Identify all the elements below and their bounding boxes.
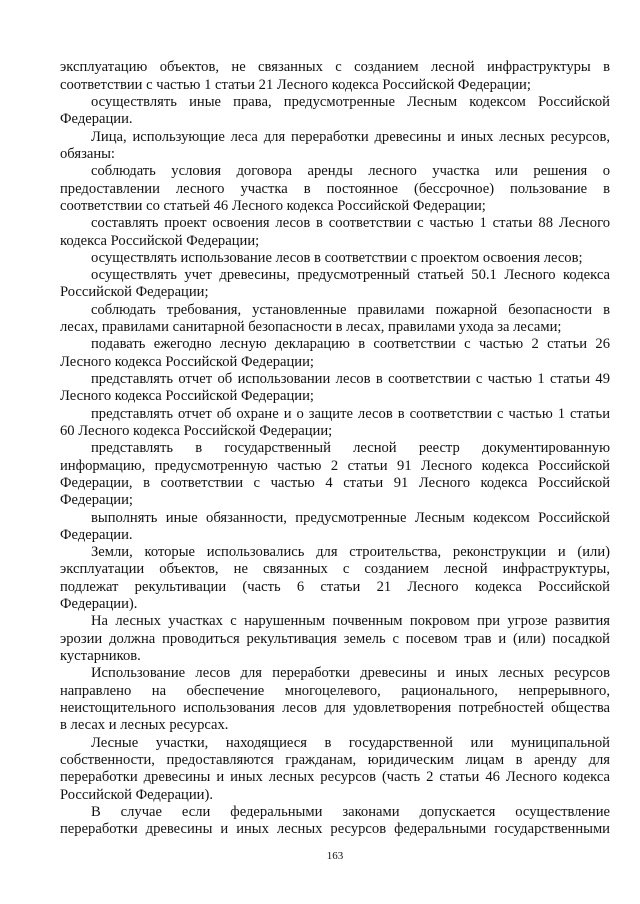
paragraph <box>60 215 610 250</box>
text-line: Лица, использующие леса для переработки древесины и иных лесных ресурсов, <box>91 128 610 145</box>
paragraph <box>60 440 610 509</box>
text-line: соблюдать требования, установленные правилами пожарной безопасности в <box>91 301 610 318</box>
paragraph <box>60 267 610 302</box>
text-line: выполнять иные обязанности, предусмотренные Лесным кодексом Российской <box>91 509 610 526</box>
text-line: Федерации, в соответствии с частью 4 статьи 91 Лесного кодекса Российской <box>60 474 610 491</box>
paragraph <box>60 665 610 734</box>
text-line: подавать ежегодно лесную декларацию в соответствии с частью 2 статьи 26 <box>91 336 610 353</box>
text-line: Использование лесов для переработки древесины и иных лесных ресурсов <box>91 665 610 682</box>
text-line: Федерации. <box>60 111 133 128</box>
text-line: Российской Федерации; <box>60 284 209 301</box>
paragraph <box>60 302 610 337</box>
text-line: Федерации; <box>60 492 133 509</box>
paragraph <box>60 336 610 371</box>
paragraph <box>60 250 610 267</box>
text-line: эрозии должна проводиться рекультивация земель с посевом трав и (или) посадкой <box>60 630 610 647</box>
text-line: эксплуатацию объектов, не связанных с созданием лесной инфраструктуры в <box>60 59 610 76</box>
text-line: переработки древесины и иных лесных ресурсов (часть 2 статьи 46 Лесного кодекса <box>60 769 610 786</box>
paragraph <box>60 406 610 441</box>
paragraph <box>60 163 610 215</box>
text-line: обязаны: <box>60 145 115 162</box>
paragraph <box>60 129 610 164</box>
text-line: информацию, предусмотренную частью 2 статьи 91 Лесного кодекса Российской <box>60 457 610 474</box>
text-line: Земли, которые использовались для строительства, реконструкции и (или) <box>91 544 610 561</box>
text-line: лесах, правилами санитарной безопасности в лесах, правилами ухода за лесами; <box>60 319 562 336</box>
paragraph <box>60 94 610 129</box>
text-line: представлять отчет об использовании лесов в соответствии с частью 1 статьи 49 <box>91 371 610 388</box>
text-line: На лесных участках с нарушенным почвенным покровом при угрозе развития <box>91 613 610 630</box>
text-line: Лесные участки, находящиеся в государственной или муниципальной <box>91 734 610 751</box>
text-line: осуществлять учет древесины, предусмотренный статьей 50.1 Лесного кодекса <box>91 267 610 284</box>
text-line: Российской Федерации). <box>60 786 213 803</box>
paragraph <box>60 59 610 94</box>
text-line: составлять проект освоения лесов в соответствии с частью 1 статьи 88 Лесного <box>91 215 610 232</box>
paragraph <box>60 804 610 839</box>
text-line: соблюдать условия договора аренды лесного участка или решения о <box>91 163 610 180</box>
text-line: неистощительного использования лесов для удовлетворения потребностей общества <box>60 699 610 716</box>
text-line: соответствии со статьей 46 Лесного кодекса Российской Федерации; <box>60 197 486 214</box>
paragraph <box>60 371 610 406</box>
page-number: 163 <box>326 850 344 862</box>
text-line: осуществлять иные права, предусмотренные Лесным кодексом Российской <box>91 94 610 111</box>
paragraph <box>60 544 610 613</box>
text-line: эксплуатации объектов, не связанных с созданием лесной инфраструктуры, <box>60 561 610 578</box>
text-line: Лесного кодекса Российской Федерации; <box>60 388 314 405</box>
text-line: в лесах и лесных ресурсах. <box>60 717 229 734</box>
text-line: предоставлении лесного участка в постоянное (бессрочное) пользование в <box>60 180 610 197</box>
paragraph <box>60 510 610 545</box>
text-line: Федерации). <box>60 596 138 613</box>
text-line: переработки древесины и иных лесных ресурсов федеральными государственными <box>60 821 610 838</box>
text-line: соответствии с частью 1 статьи 21 Лесного кодекса Российской Федерации; <box>60 76 531 93</box>
text-line: Федерации. <box>60 526 133 543</box>
paragraph <box>60 735 610 804</box>
text-line: осуществлять использование лесов в соответствии с проектом освоения лесов; <box>91 249 583 266</box>
text-line: направлено на обеспечение многоцелевого, рационального, непрерывного, <box>60 682 610 699</box>
text-line: кустарников. <box>60 648 141 665</box>
text-line: представлять отчет об охране и о защите лесов в соответствии с частью 1 статьи <box>91 405 610 422</box>
text-line: Лесного кодекса Российской Федерации; <box>60 353 314 370</box>
text-line: кодекса Российской Федерации; <box>60 232 260 249</box>
text-line: 60 Лесного кодекса Российской Федерации; <box>60 422 333 439</box>
text-line: В случае если федеральными законами допускается осуществление <box>91 803 610 820</box>
text-line: собственности, предоставляются гражданам, юридическим лицам в аренду для <box>60 751 610 768</box>
text-body <box>60 59 610 838</box>
text-line: подлежат рекультивации (часть 6 статьи 21 Лесного кодекса Российской <box>60 578 610 595</box>
paragraph <box>60 613 610 665</box>
text-line: представлять в государственный лесной реестр документированную <box>91 440 610 457</box>
